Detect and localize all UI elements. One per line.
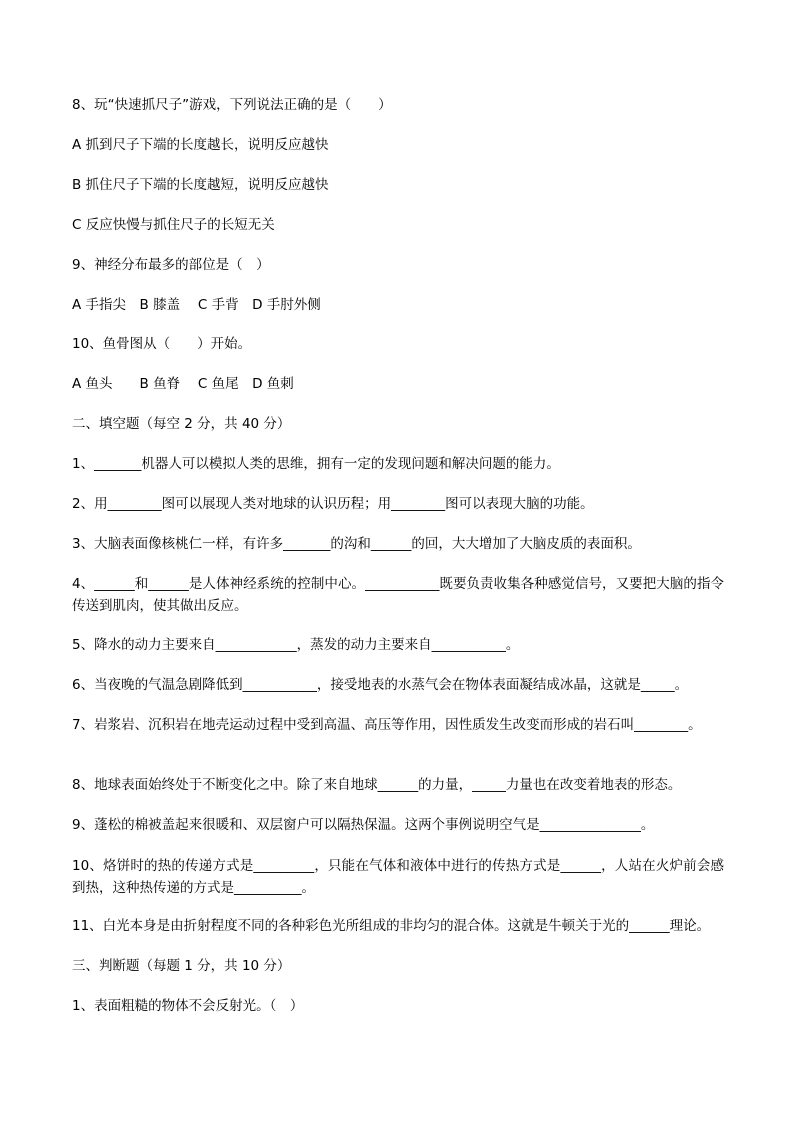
fill-blank-1: 1、_______机器人可以模拟人类的思维，拥有一定的发现问题和解决问题的能力。 [72, 456, 560, 472]
fill-blank-5: 5、降水的动力主要来自____________，蒸发的动力主要来自___________。 [72, 637, 520, 653]
fill-blank-6: 6、当夜晚的气温急剧降低到___________，接受地表的水蒸气会在物体表面凝结成冰晶，这就是_____。 [72, 677, 689, 693]
fill-blank-4: 4、______和______是人体神经系统的控制中心。___________既要负责收集各种感觉信号，又要把大脑的指令传送到肌肉，使其做出反应。 [72, 576, 724, 614]
question-8-option-b: B 抓住尺子下端的长度越短，说明反应越快 [72, 177, 329, 193]
fill-blank-3: 3、大脑表面像核桃仁一样，有许多_______的沟和______的回，大大增加了大脑皮质的表面积。 [72, 536, 641, 552]
fill-blank-2: 2、用________图可以展现人类对地球的认识历程；用________图可以表现大脑的功能。 [72, 496, 594, 512]
question-8-stem: 8、玩“快速抓尺子”游戏，下列说法正确的是（ ） [72, 97, 392, 113]
question-10-options: A 鱼头 B 鱼脊 C 鱼尾 D 鱼刺 [72, 376, 294, 392]
fill-blank-8: 8、地球表面始终处于不断变化之中。除了来自地球______的力量，_____力量也在改变着地表的形态。 [72, 777, 682, 793]
question-8-option-a: A 抓到尺子下端的长度越长，说明反应越快 [72, 137, 329, 153]
fill-blank-9: 9、蓬松的棉被盖起来很暖和、双层窗户可以隔热保温。这两个事例说明空气是_______________。 [72, 817, 655, 833]
section-3-title: 三、判断题（每题 1 分，共 10 分） [72, 958, 291, 974]
question-9-options: A 手指尖 B 膝盖 C 手背 D 手肘外侧 [72, 297, 321, 313]
question-10-stem: 10、鱼骨图从（ ）开始。 [72, 336, 252, 352]
fill-blank-7: 7、岩浆岩、沉积岩在地壳运动过程中受到高温、高压等作用，因性质发生改变而形成的岩石叫________。 [72, 717, 702, 733]
fill-blank-11: 11、白光本身是由折射程度不同的各种彩色光所组成的非均匀的混合体。这就是牛顿关于光的______理论。 [72, 918, 711, 934]
question-9-stem: 9、神经分布最多的部位是（ ） [72, 257, 270, 273]
true-false-1: 1、表面粗糙的物体不会反射光。（ ） [72, 998, 304, 1014]
question-8-option-c: C 反应快慢与抓住尺子的长短无关 [72, 217, 275, 233]
section-2-title: 二、填空题（每空 2 分，共 40 分） [72, 416, 291, 432]
fill-blank-10: 10、烙饼时的热的传递方式是_________，只能在气体和液体中进行的传热方式是______，人站在火炉前会感到热，这种热传递的方式是__________。 [72, 858, 724, 896]
